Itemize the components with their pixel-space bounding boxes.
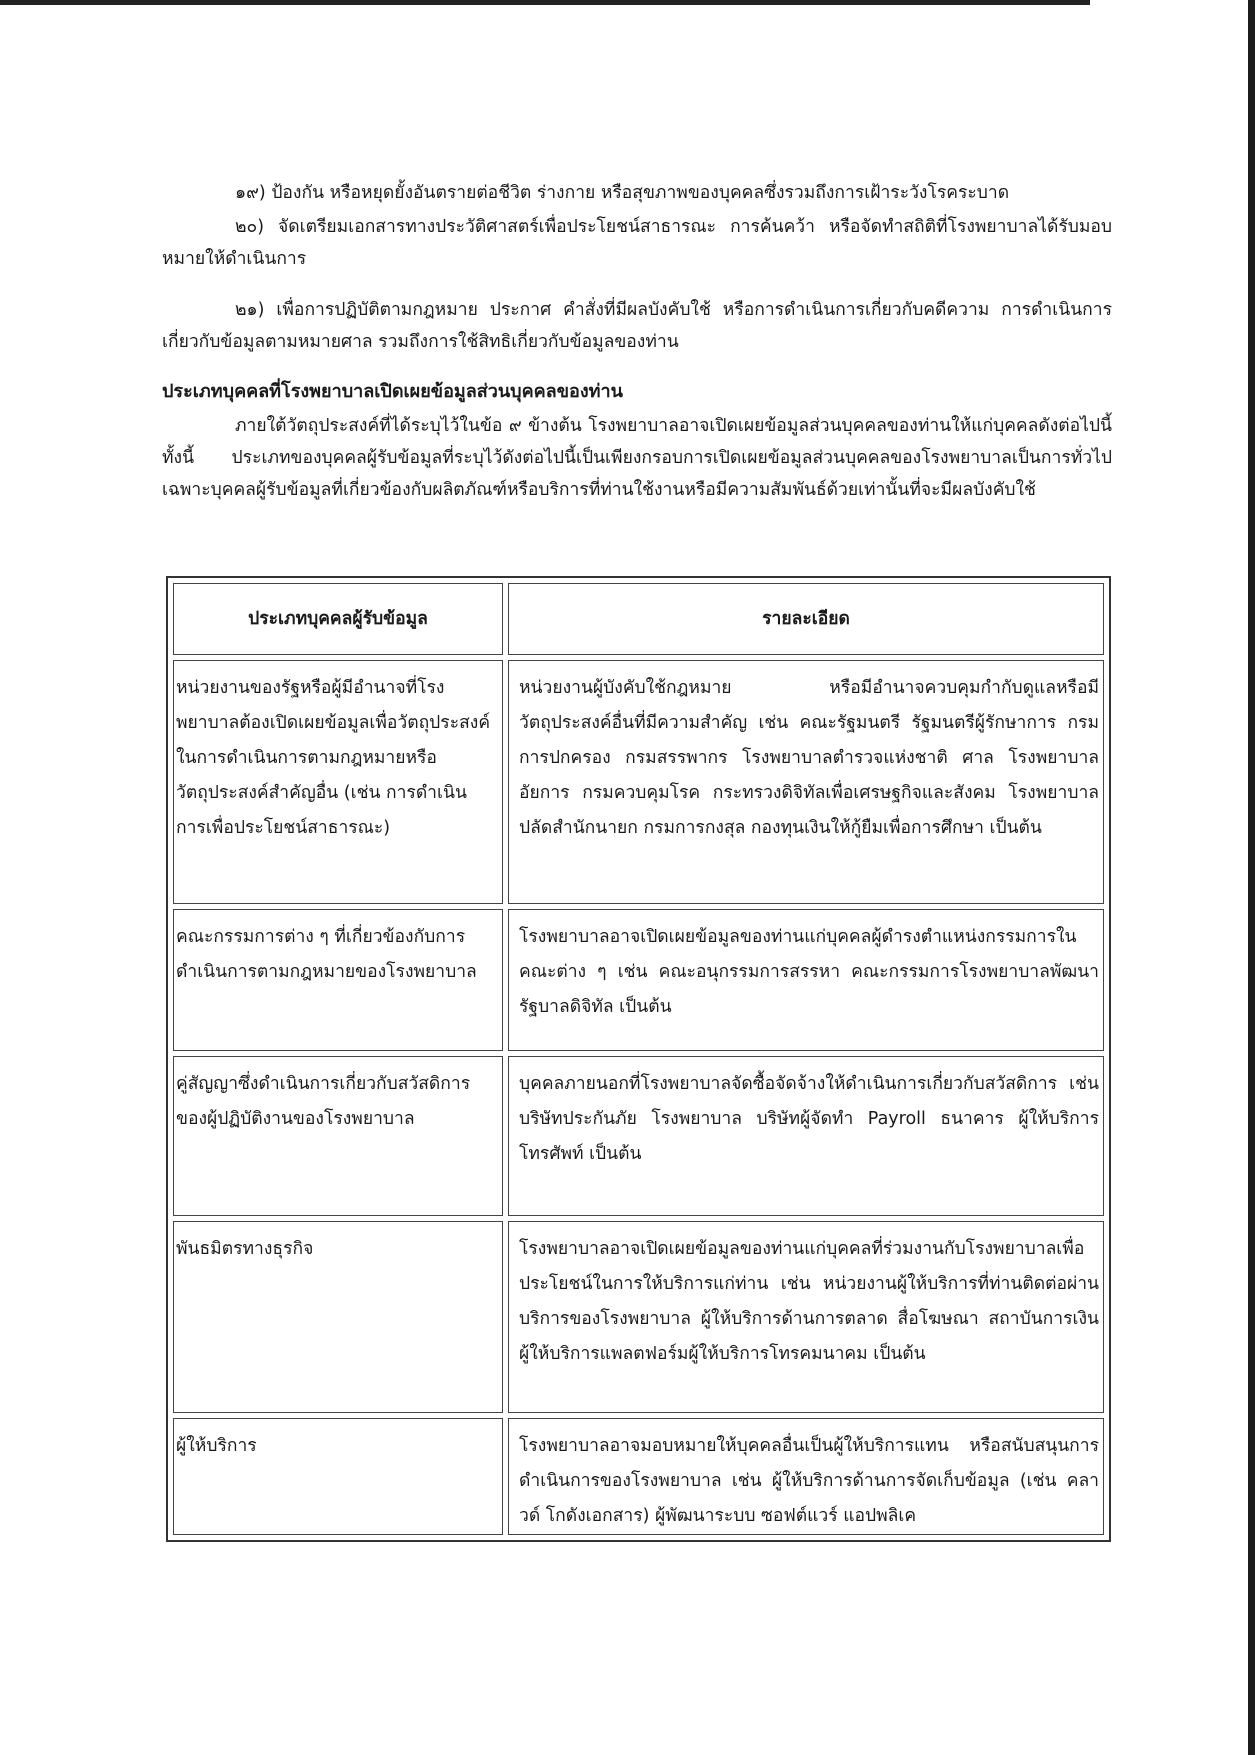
recipient-type-cell: คู่สัญญาซึ่งดำเนินการเกี่ยวกับสวัสดิการของผู้ปฏิบัติงานของโรงพยาบาล [173,1056,503,1216]
recipient-type-cell: หน่วยงานของรัฐหรือผู้มีอำนาจที่โรงพยาบาลต้องเปิดเผยข้อมูลเพื่อวัตถุประสงค์ในการดำเนินการตามกฎหมายหรือวัตถุประสงค์สำคัญอื่น (เช่น การดำเนินการเพื่อประโยชน์สาธารณะ) [173,660,503,904]
recipient-detail-cell: โรงพยาบาลอาจเปิดเผยข้อมูลของท่านแก่บุคคลผู้ดำรงตำแหน่งกรรมการในคณะต่าง ๆ เช่น คณะอนุกรรมการสรรหา คณะกรรมการโรงพยาบาลพัฒนารัฐบาลดิจิทัล เป็นต้น [508,909,1104,1051]
table-row [173,1221,1104,1413]
section-intro: ภายใต้วัตถุประสงค์ที่ได้ระบุไว้ในข้อ ๙ ข้างต้น โรงพยาบาลอาจเปิดเผยข้อมูลส่วนบุคคลของท่านให้แก่บุคคลดังต่อไปนี้ ทั้งนี้ ประเภทของบุคคลผู้รับข้อมูลที่ระบุไว้ดังต่อไปนี้เป็นเพียงกรอบการเปิดเผยข้อมูลส่วนบุคคลของโรงพยาบาลเป็นการทั่วไป เฉพาะบุคคลผู้รับข้อมูลที่เกี่ยวข้องกับผลิตภัณฑ์หรือบริการที่ท่านใช้งานหรือมีความสัมพันธ์ด้วยเท่านั้นที่จะมีผลบังคับใช้ [162,416,1112,500]
table-row [173,1418,1104,1535]
document-body [162,177,1112,506]
scan-right-edge [1248,0,1255,1755]
recipient-detail-cell: หน่วยงานผู้บังคับใช้กฎหมาย หรือมีอำนาจควบคุมกำกับดูแลหรือมีวัตถุประสงค์อื่นที่มีความสำคัญ เช่น คณะรัฐมนตรี รัฐมนตรีผู้รักษาการ กรมการปกครอง กรมสรรพากร โรงพยาบาลตำรวจแห่งชาติ ศาล โรงพยาบาลอัยการ กรมควบคุมโรค กระทรวงดิจิทัลเพื่อเศรษฐกิจและสังคม โรงพยาบาลปลัดสำนักนายก กรมการกงสุล กองทุนเงินให้กู้ยืมเพื่อการศึกษา เป็นต้น [508,660,1104,904]
table-row [173,1056,1104,1216]
paragraph-item-20: ๒๐) จัดเตรียมเอกสารทางประวัติศาสตร์เพื่อประโยชน์สาธารณะ การค้นคว้า หรือจัดทำสถิติที่โรงพยาบาลได้รับมอบหมายให้ดำเนินการ [162,217,1112,269]
recipients-table [166,576,1111,1542]
header-details: รายละเอียด [508,583,1104,655]
recipient-type-cell: คณะกรรมการต่าง ๆ ที่เกี่ยวข้องกับการดำเนินการตามกฎหมายของโรงพยาบาล [173,909,503,1051]
paragraph-item-21: ๒๑) เพื่อการปฏิบัติตามกฎหมาย ประกาศ คำสั่งที่มีผลบังคับใช้ หรือการดำเนินการเกี่ยวกับคดีความ การดำเนินการเกี่ยวกับข้อมูลตามหมายศาล รวมถึงการใช้สิทธิเกี่ยวกับข้อมูลของท่าน [162,300,1112,352]
table-row [173,660,1104,904]
recipient-type-cell: ผู้ให้บริการ [173,1418,503,1535]
table-header-row [173,583,1104,655]
recipient-detail-cell: บุคคลภายนอกที่โรงพยาบาลจัดซื้อจัดจ้างให้ดำเนินการเกี่ยวกับสวัสดิการ เช่น บริษัทประกันภัย โรงพยาบาล บริษัทผู้จัดทำ Payroll ธนาคาร ผู้ให้บริการโทรศัพท์ เป็นต้น [508,1056,1104,1216]
recipient-detail-cell: โรงพยาบาลอาจมอบหมายให้บุคคลอื่นเป็นผู้ให้บริการแทน หรือสนับสนุนการดำเนินการของโรงพยาบาล เช่น ผู้ให้บริการด้านการจัดเก็บข้อมูล (เช่น คลาวด์ โกดังเอกสาร) ผู้พัฒนาระบบ ซอฟต์แวร์ แอปพลิเค [508,1418,1104,1535]
scan-top-edge [0,0,1090,5]
recipient-type-cell: พันธมิตรทางธุรกิจ [173,1221,503,1413]
table-row [173,909,1104,1051]
paragraph-item-19: ๑๙) ป้องกัน หรือหยุดยั้งอันตรายต่อชีวิต ร่างกาย หรือสุขภาพของบุคคลซึ่งรวมถึงการเฝ้าระวังโรคระบาด [235,183,1010,203]
header-recipient-type: ประเภทบุคคลผู้รับข้อมูล [173,583,503,655]
recipients-table-wrapper [166,576,1111,1542]
recipient-detail-cell: โรงพยาบาลอาจเปิดเผยข้อมูลของท่านแก่บุคคลที่ร่วมงานกับโรงพยาบาลเพื่อประโยชน์ในการให้บริการแก่ท่าน เช่น หน่วยงานผู้ให้บริการที่ท่านติดต่อผ่านบริการของโรงพยาบาล ผู้ให้บริการด้านการตลาด สื่อโฆษณา สถาบันการเงิน ผู้ให้บริการแพลตฟอร์มผู้ให้บริการโทรคมนาคม เป็นต้น [508,1221,1104,1413]
section-heading: ประเภทบุคคลที่โรงพยาบาลเปิดเผยข้อมูลส่วนบุคคลของท่าน [162,381,623,402]
